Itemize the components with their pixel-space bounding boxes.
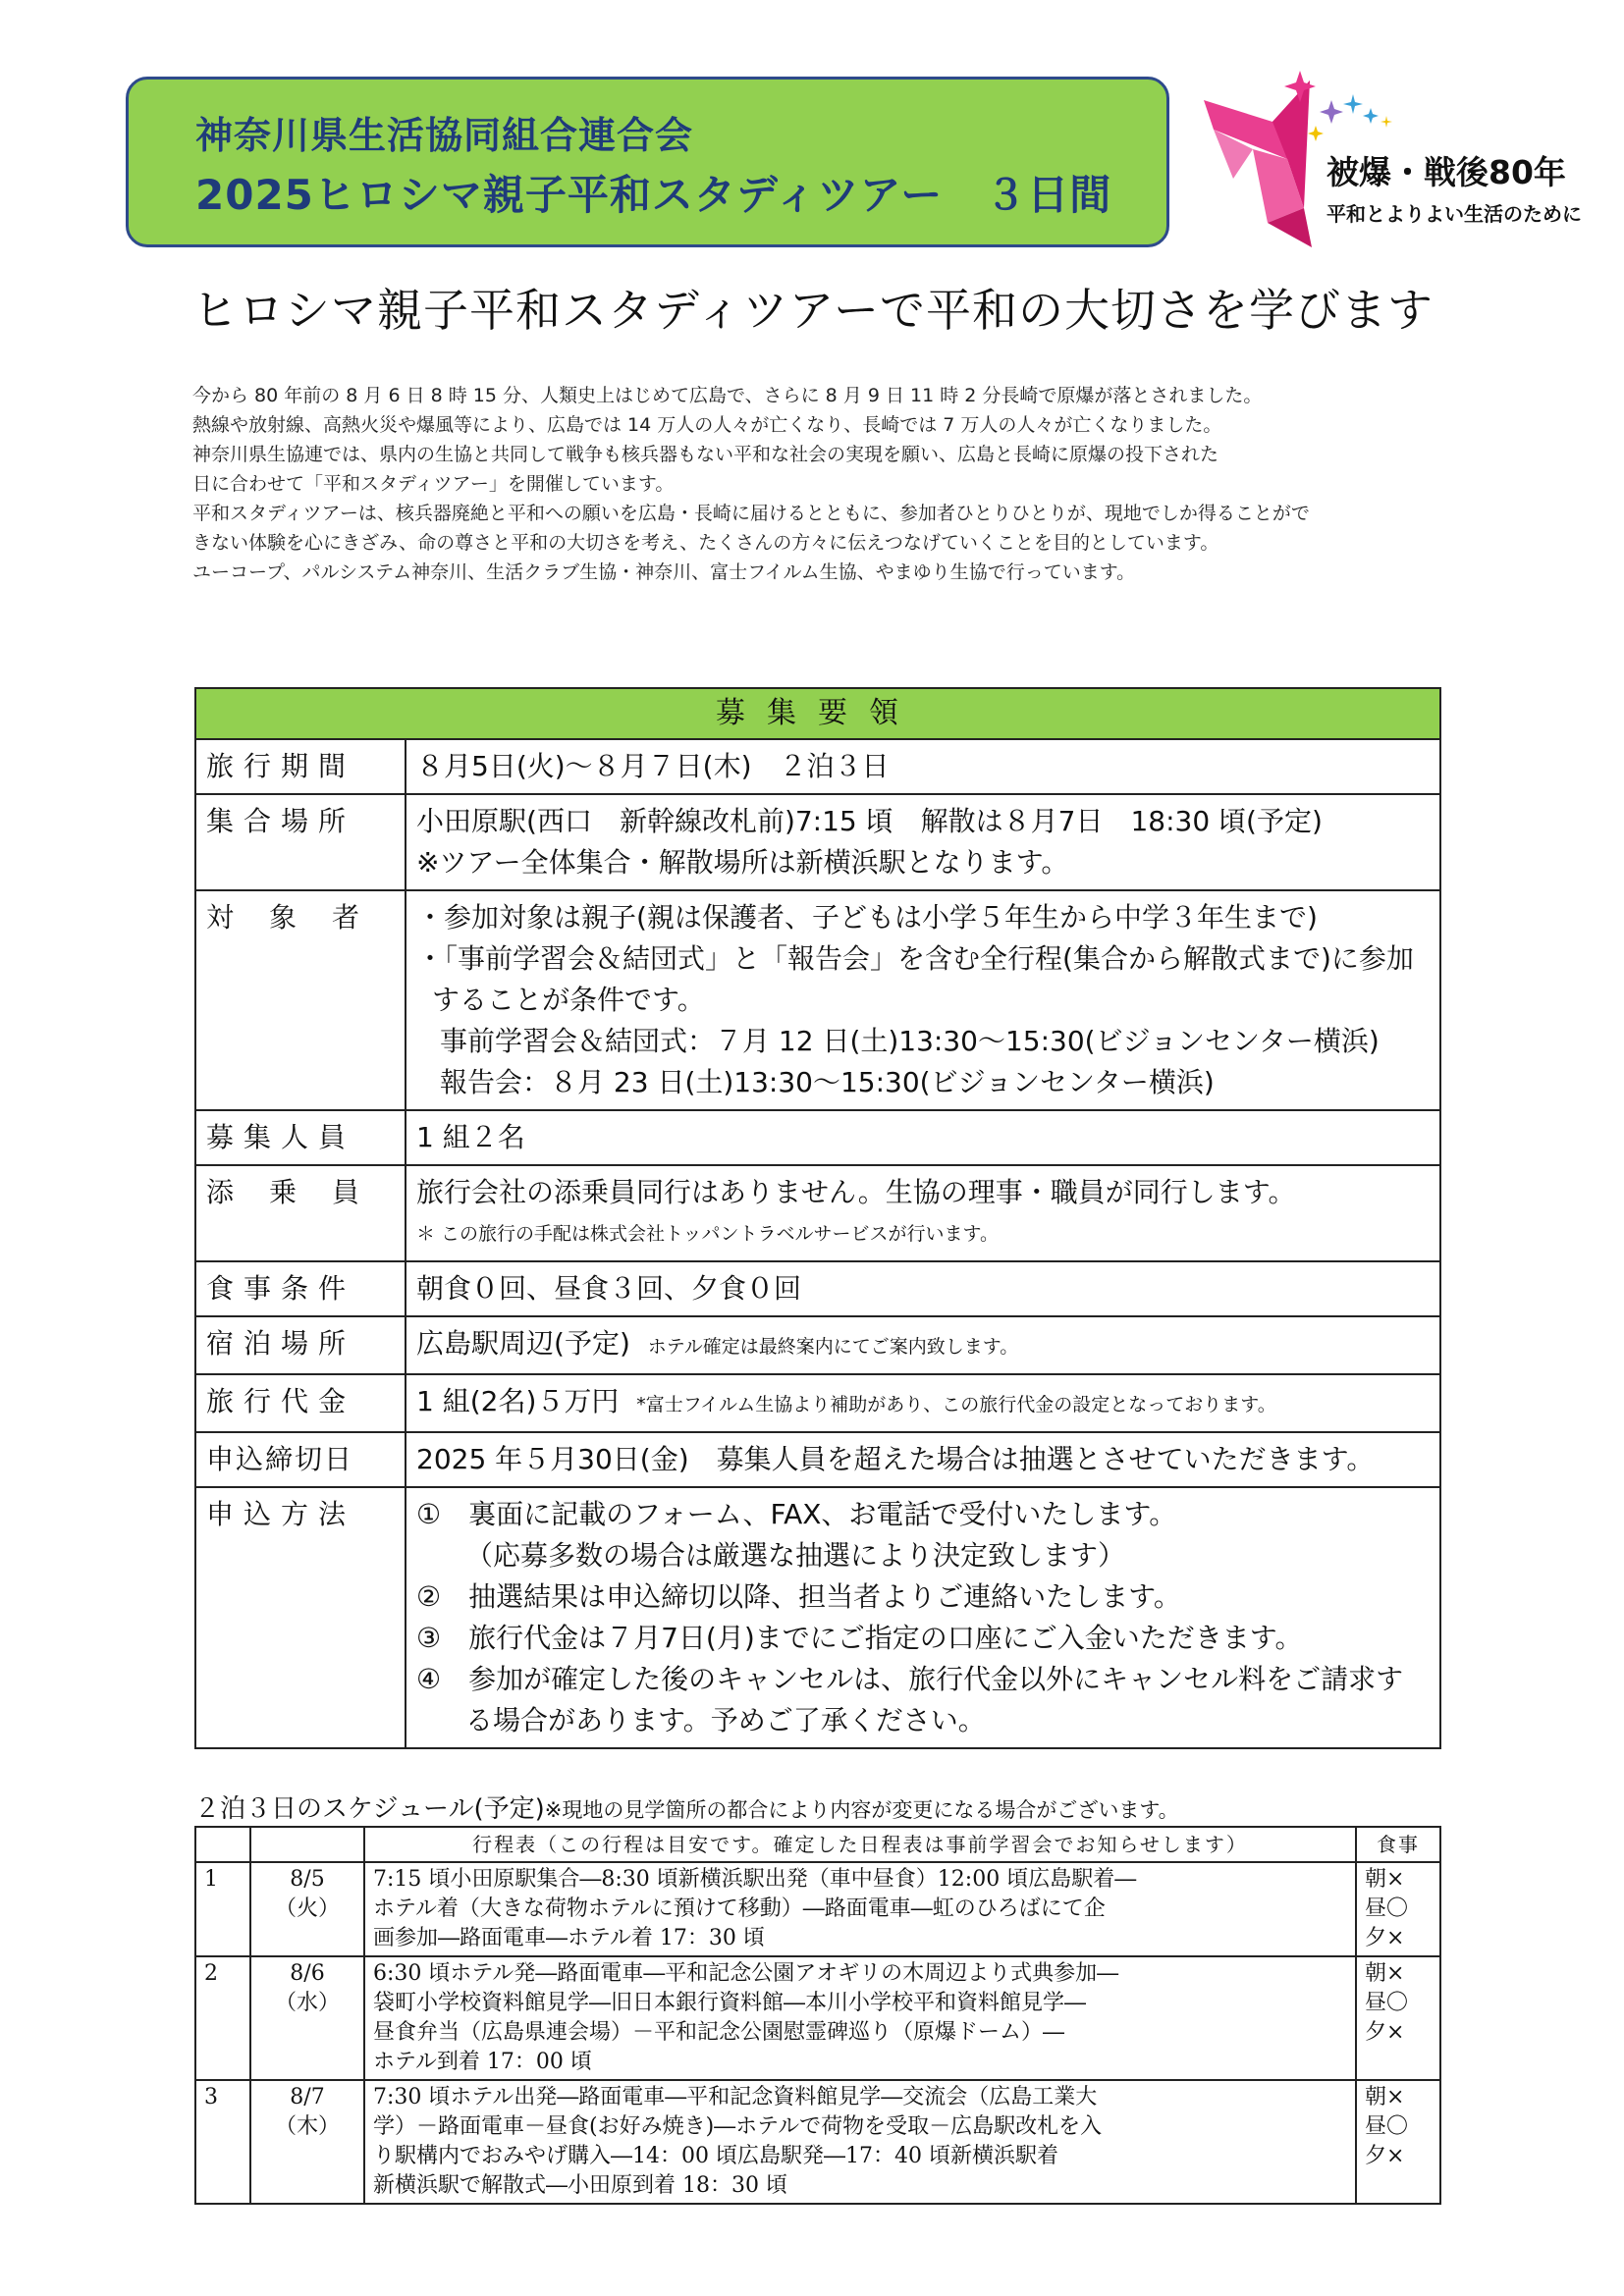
header-empty-cell <box>195 1827 250 1862</box>
table-row <box>195 1374 1440 1432</box>
table-row <box>195 739 1440 794</box>
row-label: 食事条件 <box>195 1261 406 1316</box>
row-label: 旅行代金 <box>195 1374 406 1432</box>
meal-lunch: 昼〇 <box>1365 1991 1409 2015</box>
row-value <box>406 794 1440 890</box>
meal-lunch: 昼〇 <box>1365 1896 1409 1921</box>
day-itinerary <box>364 2080 1356 2204</box>
schedule-title: ２泊３日のスケジュール(予定) <box>194 1794 545 1824</box>
itinerary-line: 画参加―路面電車―ホテル着 17：30 頃 <box>373 1926 765 1950</box>
meal-lunch: 昼〇 <box>1365 2114 1409 2139</box>
table-row <box>195 1316 1440 1374</box>
row-value-line: ③ 旅行代金は７月7日(月)までにご指定の口座にご入金いただきます。 <box>416 1622 1303 1654</box>
table-row <box>195 1261 1440 1316</box>
schedule-caption <box>194 1789 1179 1825</box>
itinerary-line: 新横浜駅で解散式―小田原到着 18：30 頃 <box>373 2173 787 2198</box>
row-value-line: ・参加対象は親子(親は保護者、子どもは小学５年生から中学３年生まで) <box>416 901 1318 934</box>
row-value-line: 事前学習会＆結団式：７月 12 日(土)13:30～15:30(ビジョンセンター横浜) <box>440 1025 1380 1057</box>
row-value-main: 広島駅周辺(予定) <box>416 1327 630 1360</box>
main-title: ヒロシマ親子平和スタディツアーで平和の大切さを学びます <box>192 284 1434 337</box>
row-value-line: ① 裏面に記載のフォーム、FAX、お電話で受付いたします。 <box>416 1498 1177 1530</box>
row-label: 添乗員 <box>195 1165 406 1261</box>
schedule-note: ※現地の見学箇所の都合により内容が変更になる場合がございます。 <box>544 1798 1179 1822</box>
row-value-line: ・「事前学習会＆結団式」と「報告会」を含む全行程(集合から解散式まで)に参加 <box>416 942 1414 975</box>
header-meal: 食事 <box>1356 1827 1440 1862</box>
row-value-line: 朝食０回、昼食３回、夕食０回 <box>416 1272 802 1305</box>
table-row <box>195 1862 1440 1956</box>
table-row <box>195 1487 1440 1748</box>
intro-line: ユーコープ、パルシステム神奈川、生活クラブ生協・神奈川、富士フイルム生協、やまゆり生協で行っています。 <box>192 561 1136 583</box>
row-value <box>406 1487 1440 1748</box>
logo-subtitle: 平和とよりよい生活のために <box>1326 202 1582 226</box>
logo-title: 被爆・戦後80年 <box>1326 153 1566 191</box>
row-value-line: ※ツアー全体集合・解散場所は新横浜駅となります。 <box>416 846 1069 879</box>
row-value <box>406 890 1440 1110</box>
day-date <box>250 1956 364 2080</box>
intro-text <box>192 381 1449 587</box>
intro-line: 日に合わせて「平和スタディツアー」を開催しています。 <box>192 473 675 495</box>
meal-dinner: 夕× <box>1365 2144 1405 2168</box>
row-value-line: 1 組２名 <box>416 1121 525 1153</box>
row-value-line: 小田原駅(西口 新幹線改札前)7:15 頃 解散は８月7日 18:30 頃(予定) <box>416 805 1323 837</box>
schedule-table <box>194 1826 1441 2205</box>
row-value-line: 報告会：８月 23 日(土)13:30～15:30(ビジョンセンター横浜) <box>440 1066 1215 1098</box>
row-value <box>406 1165 1440 1261</box>
itinerary-line: ホテル着（大きな荷物ホテルに預けて移動）―路面電車―虹のひろばにて企 <box>373 1896 1106 1921</box>
row-value-note: *富士フイルム生協より補助があり、この旅行代金の設定となっております。 <box>636 1394 1276 1415</box>
row-value-line: ② 抽選結果は申込締切以降、担当者よりご連絡いたします。 <box>416 1580 1181 1613</box>
row-value <box>406 739 1440 794</box>
row-label: 対象者 <box>195 890 406 1110</box>
intro-line: 神奈川県生協連では、県内の生協と共同して戦争も核兵器もない平和な社会の実現を願い、広島と長崎に原爆の投下された <box>192 444 1219 465</box>
table-header-row <box>195 1827 1440 1862</box>
weekday-label: （水） <box>274 1991 340 2015</box>
row-value <box>406 1374 1440 1432</box>
meal-breakfast: 朝× <box>1365 1961 1405 1986</box>
meal-breakfast: 朝× <box>1365 2085 1405 2109</box>
itinerary-line: 学）－路面電車－昼食(お好み焼き)―ホテルで荷物を受取－広島駅改札を入 <box>373 2114 1103 2139</box>
intro-line: 今から 80 年前の 8 月 6 日 8 時 15 分、人類史上はじめて広島で、さらに 8 月 9 日 11 時 2 分長崎で原爆が落とされました。 <box>192 385 1263 406</box>
row-label: 旅行期間 <box>195 739 406 794</box>
weekday-label: （火） <box>274 1896 340 1921</box>
meal-dinner: 夕× <box>1365 1926 1405 1950</box>
table-row <box>195 794 1440 890</box>
intro-line: 平和スタディツアーは、核兵器廃絶と平和への願いを広島・長崎に届けるとともに、参加者ひとりひとりが、現地でしか得ることがで <box>192 503 1310 524</box>
intro-line: 熱線や放射線、高熱火災や爆風等により、広島では 14 万人の人々が亡くなり、長崎では 7 万人の人々が亡くなりました。 <box>192 414 1222 436</box>
table-row <box>195 2080 1440 2204</box>
intro-line: きない体験を心にきざみ、命の尊さと平和の大切さを考え、たくさんの方々に伝えつなげていくことを目的としています。 <box>192 532 1219 554</box>
row-value <box>406 1110 1440 1165</box>
day-date <box>250 2080 364 2204</box>
header-desc: 行程表（この行程は目安です。確定した日程表は事前学習会でお知らせします） <box>364 1827 1356 1862</box>
row-value-line: ８月5日(火)～８月７日(木) ２泊３日 <box>416 750 890 782</box>
day-date <box>250 1862 364 1956</box>
meal-dinner: 夕× <box>1365 2020 1405 2045</box>
itinerary-line: 7:30 頃ホテル出発―路面電車―平和記念資料館見学―交流会（広島工業大 <box>373 2085 1098 2109</box>
meal-breakfast: 朝× <box>1365 1867 1405 1892</box>
row-value <box>406 1261 1440 1316</box>
itinerary-line: 昼食弁当（広島県連会場）－平和記念公園慰霊碑巡り（原爆ドーム）― <box>373 2020 1065 2045</box>
date-label: 8/5 <box>290 1867 325 1892</box>
row-label: 申込締切日 <box>195 1432 406 1487</box>
row-label: 宿泊場所 <box>195 1316 406 1374</box>
itinerary-line: り駅構内でおみやげ購入―14：00 頃広島駅発―17：40 頃新横浜駅着 <box>373 2144 1058 2168</box>
day-meals <box>1356 2080 1440 2204</box>
itinerary-line: 6:30 頃ホテル発―路面電車―平和記念公園アオギリの木周辺より式典参加― <box>373 1961 1119 1986</box>
row-value-line: 旅行会社の添乗員同行はありません。生協の理事・職員が同行します。 <box>416 1176 1296 1208</box>
row-value-main: 1 組(2名)５万円 <box>416 1385 620 1417</box>
itinerary-line: 7:15 頃小田原駅集合―8:30 頃新横浜駅出発（車中昼食）12:00 頃広島駅着― <box>373 1867 1137 1892</box>
row-value-line <box>416 1323 1430 1367</box>
date-label: 8/7 <box>290 2085 325 2109</box>
header-org: 神奈川県生活協同組合連合会 <box>195 114 694 157</box>
table-row <box>195 1956 1440 2080</box>
day-meals <box>1356 1862 1440 1956</box>
row-value <box>406 1432 1440 1487</box>
peace-logo <box>1194 61 1582 257</box>
header-title: 2025ヒロシマ親子平和スタディツアー ３日間 <box>195 171 1112 219</box>
itinerary-line: 袋町小学校資料館見学―旧日本銀行資料館―本川小学校平和資料館見学― <box>373 1991 1087 2015</box>
row-label: 申込方法 <box>195 1487 406 1748</box>
row-value-line: る場合があります。予めご了承ください。 <box>465 1704 986 1736</box>
table-row <box>195 1165 1440 1261</box>
requirements-heading: 募集要領 <box>195 688 1440 739</box>
itinerary-line: ホテル到着 17：00 頃 <box>373 2050 592 2074</box>
row-label: 募集人員 <box>195 1110 406 1165</box>
header-banner <box>126 77 1169 247</box>
day-number: 2 <box>195 1956 250 2080</box>
requirements-table <box>194 687 1441 1749</box>
day-number: 3 <box>195 2080 250 2204</box>
table-row <box>195 1110 1440 1165</box>
row-value-note: ＊ この旅行の手配は株式会社トッパントラベルサービスが行います。 <box>416 1223 999 1245</box>
row-value-note: ホテル確定は最終案内にてご案内致します。 <box>647 1336 1019 1358</box>
day-number: 1 <box>195 1862 250 1956</box>
date-label: 8/6 <box>290 1961 325 1986</box>
row-value <box>406 1316 1440 1374</box>
row-value-line: ④ 参加が確定した後のキャンセルは、旅行代金以外にキャンセル料をご請求す <box>416 1663 1404 1695</box>
weekday-label: （木） <box>274 2114 340 2139</box>
table-row <box>195 1432 1440 1487</box>
row-value-line: 2025 年５月30日(金) 募集人員を超えた場合は抽選とさせていただきます。 <box>416 1443 1375 1475</box>
day-itinerary <box>364 1956 1356 2080</box>
row-value-line: （応募多数の場合は厳選な抽選により決定致します） <box>465 1539 1126 1572</box>
row-value-line: することが条件です。 <box>432 984 705 1016</box>
row-label: 集合場所 <box>195 794 406 890</box>
day-meals <box>1356 1956 1440 2080</box>
day-itinerary <box>364 1862 1356 1956</box>
header-empty-cell <box>250 1827 364 1862</box>
table-row <box>195 890 1440 1110</box>
row-value-line <box>416 1381 1430 1425</box>
